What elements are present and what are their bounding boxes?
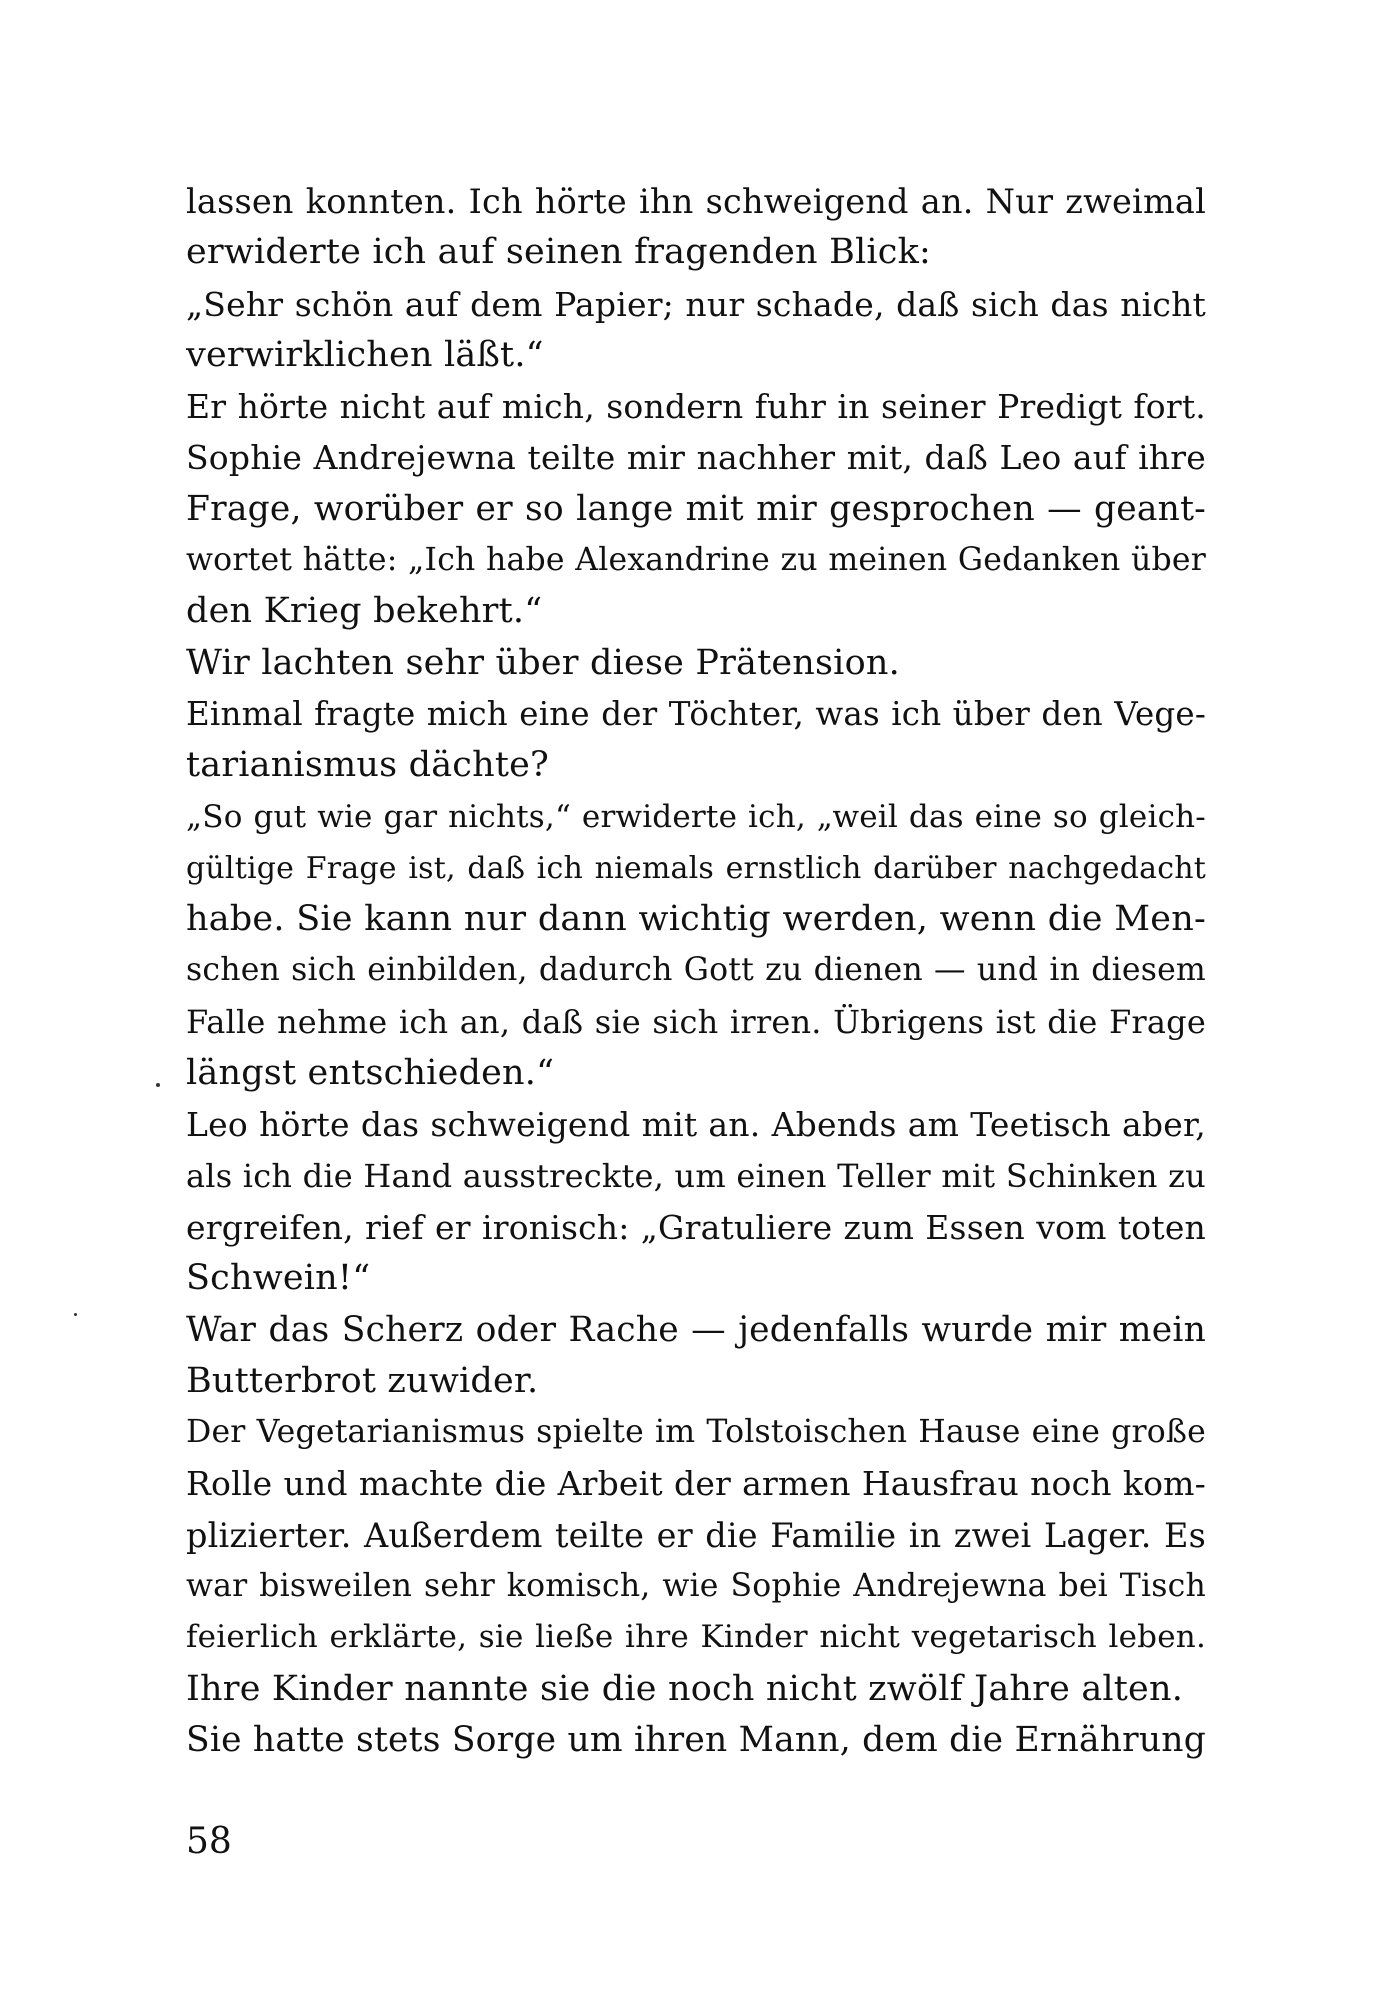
text-line: ergreifen, rief er ironisch: „Gratuliere zum Essen vom toten — [186, 1207, 1206, 1247]
text-line: Falle nehme ich an, daß sie sich irren. Übrigens ist die Frage — [186, 1002, 1206, 1041]
text-line: „Sehr schön auf dem Papier; nur schade, daß sich das nicht — [186, 284, 1206, 324]
text-line: Frage, worüber er so lange mit mir gesprochen — geant- — [186, 488, 1206, 529]
text-line: Er hörte nicht auf mich, sondern fuhr in seiner Predigt fort. — [186, 387, 1206, 427]
text-line: war bisweilen sehr komisch, wie Sophie Andrejewna bei Tisch — [186, 1568, 1206, 1605]
text-line: Der Vegetarianismus spielte im Tolstoischen Hause eine große — [186, 1414, 1206, 1451]
text-line: Leo hörte das schweigend mit an. Abends am Teetisch aber, — [186, 1105, 1206, 1145]
text-line: Ihre Kinder nannte sie die noch nicht zwölf Jahre alten. — [186, 1668, 1184, 1709]
print-speck — [156, 1083, 160, 1087]
body-text — [186, 176, 1206, 1766]
text-line: als ich die Hand ausstreckte, um einen Teller mit Schinken zu — [186, 1156, 1206, 1195]
text-line: gültige Frage ist, daß ich niemals ernstlich darüber nachgedacht — [186, 850, 1206, 886]
text-line: Wir lachten sehr über diese Prätension. — [186, 642, 900, 683]
text-line: Sophie Andrejewna teilte mir nachher mit, daß Leo auf ihre — [186, 438, 1206, 478]
text-line: den Krieg bekehrt.“ — [186, 591, 543, 632]
text-line: schen sich einbilden, dadurch Gott zu dienen — und in diesem — [186, 952, 1206, 989]
text-line: längst entschieden.“ — [186, 1053, 555, 1094]
text-line: feierlich erklärte, sie ließe ihre Kinder nicht vegetarisch leben. — [186, 1619, 1206, 1656]
text-line: Butterbrot zuwider. — [186, 1360, 539, 1401]
text-line: Einmal fragte mich eine der Töchter, was ich über den Vege- — [186, 694, 1206, 733]
text-line: habe. Sie kann nur dann wichtig werden, wenn die Men- — [186, 899, 1206, 940]
text-line: lassen konnten. Ich hörte ihn schweigend an. Nur zweimal — [186, 182, 1206, 221]
text-line: plizierter. Außerdem teilte er die Familie in zwei Lager. Es — [186, 1515, 1206, 1555]
text-line: War das Scherz oder Rache — jedenfalls wurde mir mein — [186, 1309, 1206, 1350]
text-line: erwiderte ich auf seinen fragenden Blick: — [186, 232, 931, 273]
page-number: 58 — [186, 1821, 232, 1862]
print-speck — [74, 1313, 77, 1316]
text-line: „So gut wie gar nichts,“ erwiderte ich, „weil das eine so gleich- — [186, 798, 1206, 835]
text-line: wortet hätte: „Ich habe Alexandrine zu meinen Gedanken über — [186, 542, 1206, 579]
text-line: verwirklichen läßt.“ — [186, 334, 544, 375]
text-line: tarianismus dächte? — [186, 745, 549, 786]
text-line: Schwein!“ — [186, 1258, 371, 1299]
text-line: Sie hatte stets Sorge um ihren Mann, dem die Ernährung — [186, 1719, 1206, 1760]
text-line: Rolle und machte die Arbeit der armen Hausfrau noch kom- — [186, 1464, 1206, 1504]
